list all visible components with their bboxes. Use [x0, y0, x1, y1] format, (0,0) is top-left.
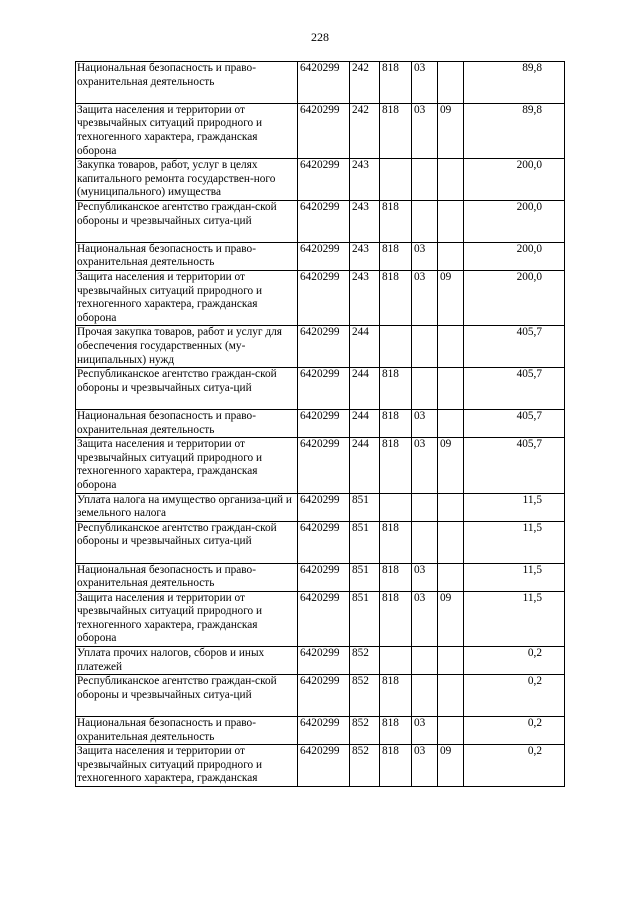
amount: 89,8: [464, 62, 565, 104]
amount: 11,5: [464, 493, 565, 521]
target-article-code: 6420299: [298, 438, 350, 493]
ministry-code: 818: [380, 103, 412, 158]
ministry-code: [380, 159, 412, 201]
amount: 11,5: [464, 591, 565, 646]
line-item-name: Национальная безопасность и право-охранительная деятельность: [76, 717, 298, 745]
target-article-code: 6420299: [298, 368, 350, 410]
table-row: [76, 62, 565, 104]
target-article-code: 6420299: [298, 103, 350, 158]
section-code: [412, 493, 438, 521]
section-code: [412, 326, 438, 368]
table-row: [76, 200, 565, 242]
ministry-code: 818: [380, 62, 412, 104]
line-item-name: Национальная безопасность и право-охранительная деятельность: [76, 62, 298, 104]
amount: 405,7: [464, 368, 565, 410]
subsection-code: [438, 242, 464, 270]
amount: 405,7: [464, 409, 565, 437]
ministry-code: 818: [380, 409, 412, 437]
target-article-code: 6420299: [298, 200, 350, 242]
table-row: [76, 563, 565, 591]
target-article-code: 6420299: [298, 745, 350, 787]
section-code: 03: [412, 717, 438, 745]
target-article-code: 6420299: [298, 717, 350, 745]
table-body: [76, 62, 565, 787]
ministry-code: 818: [380, 368, 412, 410]
line-item-name: Национальная безопасность и право-охранительная деятельность: [76, 409, 298, 437]
ministry-code: [380, 326, 412, 368]
section-code: 03: [412, 242, 438, 270]
line-item-name: Закупка товаров, работ, услуг в целях капитального ремонта государствен-ного (муниципального) имущества: [76, 159, 298, 201]
section-code: [412, 368, 438, 410]
target-article-code: 6420299: [298, 563, 350, 591]
expense-type-code: 851: [350, 591, 380, 646]
ministry-code: 818: [380, 270, 412, 325]
table-row: [76, 368, 565, 410]
section-code: 03: [412, 745, 438, 787]
expense-type-code: 851: [350, 563, 380, 591]
section-code: 03: [412, 270, 438, 325]
line-item-name: Защита населения и территории от чрезвычайных ситуаций природного и техногенного характера, гражданская оборона: [76, 103, 298, 158]
section-code: 03: [412, 563, 438, 591]
subsection-code: [438, 493, 464, 521]
expense-type-code: 243: [350, 200, 380, 242]
section-code: 03: [412, 62, 438, 104]
expense-type-code: 244: [350, 326, 380, 368]
subsection-code: 09: [438, 270, 464, 325]
line-item-name: Национальная безопасность и право-охранительная деятельность: [76, 242, 298, 270]
ministry-code: 818: [380, 200, 412, 242]
expense-type-code: 243: [350, 159, 380, 201]
expense-type-code: 244: [350, 438, 380, 493]
ministry-code: 818: [380, 438, 412, 493]
subsection-code: [438, 717, 464, 745]
amount: 200,0: [464, 270, 565, 325]
expense-type-code: 242: [350, 62, 380, 104]
subsection-code: 09: [438, 103, 464, 158]
target-article-code: 6420299: [298, 270, 350, 325]
line-item-name: Защита населения и территории от чрезвычайных ситуаций природного и техногенного характера, гражданская: [76, 745, 298, 787]
subsection-code: [438, 409, 464, 437]
table-row: [76, 591, 565, 646]
section-code: 03: [412, 103, 438, 158]
ministry-code: 818: [380, 717, 412, 745]
amount: 200,0: [464, 242, 565, 270]
subsection-code: 09: [438, 591, 464, 646]
section-code: 03: [412, 591, 438, 646]
expense-type-code: 852: [350, 647, 380, 675]
line-item-name: Республиканское агентство граждан-ской обороны и чрезвычайных ситуа-ций: [76, 368, 298, 410]
section-code: [412, 159, 438, 201]
subsection-code: 09: [438, 745, 464, 787]
expense-type-code: 851: [350, 493, 380, 521]
amount: 11,5: [464, 563, 565, 591]
budget-table: [75, 61, 565, 787]
amount: 0,2: [464, 717, 565, 745]
table-row: [76, 103, 565, 158]
target-article-code: 6420299: [298, 647, 350, 675]
ministry-code: 818: [380, 745, 412, 787]
expense-type-code: 242: [350, 103, 380, 158]
line-item-name: Республиканское агентство граждан-ской обороны и чрезвычайных ситуа-ций: [76, 200, 298, 242]
table-row: [76, 242, 565, 270]
ministry-code: 818: [380, 242, 412, 270]
line-item-name: Уплата налога на имущество организа-ций и земельного налога: [76, 493, 298, 521]
amount: 89,8: [464, 103, 565, 158]
amount: 200,0: [464, 159, 565, 201]
table-row: [76, 675, 565, 717]
ministry-code: 818: [380, 563, 412, 591]
amount: 405,7: [464, 438, 565, 493]
expense-type-code: 244: [350, 368, 380, 410]
section-code: [412, 200, 438, 242]
ministry-code: 818: [380, 591, 412, 646]
subsection-code: [438, 563, 464, 591]
subsection-code: [438, 326, 464, 368]
target-article-code: 6420299: [298, 409, 350, 437]
table-row: [76, 493, 565, 521]
section-code: [412, 521, 438, 563]
section-code: [412, 647, 438, 675]
amount: 0,2: [464, 647, 565, 675]
target-article-code: 6420299: [298, 242, 350, 270]
subsection-code: [438, 368, 464, 410]
table-row: [76, 409, 565, 437]
line-item-name: Республиканское агентство граждан-ской обороны и чрезвычайных ситуа-ций: [76, 675, 298, 717]
table-row: [76, 326, 565, 368]
line-item-name: Национальная безопасность и право-охранительная деятельность: [76, 563, 298, 591]
expense-type-code: 244: [350, 409, 380, 437]
expense-type-code: 243: [350, 270, 380, 325]
table-row: [76, 647, 565, 675]
target-article-code: 6420299: [298, 326, 350, 368]
amount: 200,0: [464, 200, 565, 242]
target-article-code: 6420299: [298, 521, 350, 563]
amount: 11,5: [464, 521, 565, 563]
section-code: [412, 675, 438, 717]
table-row: [76, 438, 565, 493]
subsection-code: 09: [438, 438, 464, 493]
subsection-code: [438, 62, 464, 104]
amount: 405,7: [464, 326, 565, 368]
ministry-code: [380, 647, 412, 675]
expense-type-code: 852: [350, 675, 380, 717]
line-item-name: Защита населения и территории от чрезвычайных ситуаций природного и техногенного характера, гражданская оборона: [76, 270, 298, 325]
line-item-name: Защита населения и территории от чрезвычайных ситуаций природного и техногенного характера, гражданская оборона: [76, 591, 298, 646]
subsection-code: [438, 200, 464, 242]
line-item-name: Защита населения и территории от чрезвычайных ситуаций природного и техногенного характера, гражданская оборона: [76, 438, 298, 493]
expense-type-code: 243: [350, 242, 380, 270]
section-code: 03: [412, 438, 438, 493]
table-row: [76, 717, 565, 745]
ministry-code: 818: [380, 521, 412, 563]
ministry-code: 818: [380, 675, 412, 717]
table-row: [76, 745, 565, 787]
line-item-name: Уплата прочих налогов, сборов и иных платежей: [76, 647, 298, 675]
expense-type-code: 852: [350, 745, 380, 787]
target-article-code: 6420299: [298, 591, 350, 646]
target-article-code: 6420299: [298, 159, 350, 201]
target-article-code: 6420299: [298, 493, 350, 521]
expense-type-code: 852: [350, 717, 380, 745]
section-code: 03: [412, 409, 438, 437]
page-number: 228: [311, 30, 329, 44]
subsection-code: [438, 159, 464, 201]
subsection-code: [438, 521, 464, 563]
target-article-code: 6420299: [298, 62, 350, 104]
expense-type-code: 851: [350, 521, 380, 563]
ministry-code: [380, 493, 412, 521]
table-row: [76, 159, 565, 201]
line-item-name: Республиканское агентство граждан-ской обороны и чрезвычайных ситуа-ций: [76, 521, 298, 563]
line-item-name: Прочая закупка товаров, работ и услуг для обеспечения государственных (му-ниципальных) нужд: [76, 326, 298, 368]
subsection-code: [438, 675, 464, 717]
target-article-code: 6420299: [298, 675, 350, 717]
subsection-code: [438, 647, 464, 675]
table-row: [76, 521, 565, 563]
amount: 0,2: [464, 675, 565, 717]
amount: 0,2: [464, 745, 565, 787]
table-row: [76, 270, 565, 325]
